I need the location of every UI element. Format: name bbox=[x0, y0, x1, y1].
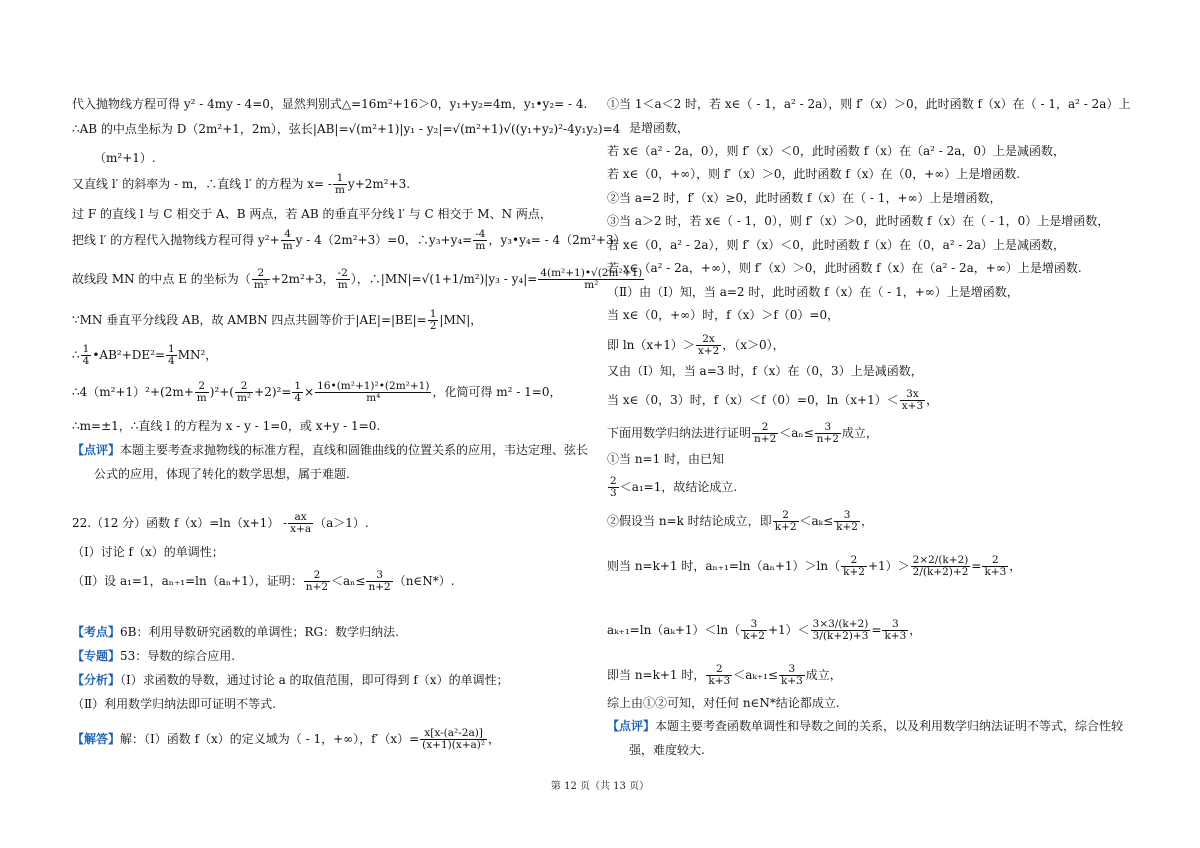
fraction bbox=[815, 422, 841, 445]
fraction-denominator: 2/(k+2)+2 bbox=[912, 566, 969, 578]
fraction-denominator: n+2 bbox=[305, 581, 329, 593]
text-line: 是增函数， bbox=[629, 121, 690, 135]
text-run: ＜a₁=1，故结论成立. bbox=[619, 480, 738, 494]
zhuanti-line bbox=[72, 648, 235, 664]
page-footer: 第 12 页（共 13 页） bbox=[550, 781, 650, 792]
text-run: ＜aₖ₊₁≤ bbox=[733, 668, 778, 682]
fraction-denominator: x+3 bbox=[901, 400, 924, 412]
text-run: 本题主要考查求抛物线的标准方程，直线和圆锥曲线的位置关系的应用，韦达定理、弦长 bbox=[120, 443, 589, 457]
text-run: ＜aₙ≤ bbox=[779, 426, 814, 440]
fraction-numerator: 2 bbox=[195, 381, 209, 393]
text-line: 若 x∈（a² - 2a，0），则 f′（x）＜0，此时函数 f（x）在（a² - 2a，0）上是减函数， bbox=[607, 144, 1066, 158]
text-run: ＜aₙ≤ bbox=[331, 574, 366, 588]
fraction-denominator: m bbox=[475, 240, 486, 252]
text-line: （Ⅱ）由（Ⅰ）知，当 a=2 时，此时函数 f（x）在（ - 1，+∞）上是增函数， bbox=[607, 285, 1019, 299]
text-line: 若 x∈（0，a² - 2a），则 f′（x）＜0，此时函数 f（x）在（0，a² - 2a）上是减函数， bbox=[607, 238, 1066, 252]
text-run: = bbox=[871, 623, 882, 637]
fraction-numerator: -4 bbox=[475, 228, 486, 240]
kaodian-tag: 【考点】 bbox=[72, 625, 121, 639]
text-run: 成立， bbox=[841, 426, 878, 440]
fraction-numerator: 3 bbox=[815, 422, 841, 434]
fraction-numerator: 2x bbox=[696, 334, 721, 346]
fraction-denominator: n+2 bbox=[754, 433, 777, 445]
text-line: （Ⅱ）利用数学归纳法即可证明不等式. bbox=[72, 697, 276, 711]
text-run: 下面用数学归纳法进行证明 bbox=[607, 426, 752, 440]
fraction-numerator: 3 bbox=[366, 570, 392, 582]
text-run: +2)²= bbox=[254, 385, 292, 399]
question-title bbox=[72, 512, 369, 535]
text-run: 则当 n=k+1 时，aₙ₊₁=ln（aₙ+1）＞ln（ bbox=[607, 559, 841, 573]
fraction bbox=[366, 570, 392, 593]
fraction-denominator: k+3 bbox=[884, 630, 907, 642]
text-run: （n∈N*）. bbox=[393, 574, 455, 588]
fraction bbox=[779, 664, 805, 687]
fraction-numerator: 2 bbox=[841, 555, 867, 567]
fraction-numerator: 2 bbox=[252, 268, 270, 280]
fenxi-tag: 【分析】 bbox=[72, 673, 121, 687]
fraction-numerator: 4 bbox=[281, 229, 295, 241]
text-line: （m²+1）. bbox=[94, 151, 156, 165]
fraction-denominator: n+2 bbox=[816, 433, 839, 445]
fraction-denominator: m bbox=[334, 184, 345, 196]
fraction-numerator: 1 bbox=[82, 343, 90, 355]
text-run: ，y₃•y₄= - 4（2m²+3）. bbox=[488, 233, 630, 247]
comment-line bbox=[72, 442, 588, 458]
fraction-numerator: 4(m²+1)•√(2m²+1) bbox=[540, 267, 643, 279]
text-run: 把线 l′ 的方程代入抛物线方程可得 y²+ bbox=[72, 233, 280, 247]
text-line: 公式的应用，体现了转化的数学思想，属于难题. bbox=[94, 467, 350, 481]
text-line: 当 x∈（0，+∞）时，f（x）＞f（0）=0， bbox=[607, 308, 840, 322]
text-run: √(m²+1)|y₁ - y₂|=√(m²+1)√((y₁+y₂)²-4y₁y₂)=4 bbox=[348, 122, 621, 136]
text-run: +1）＞ bbox=[867, 559, 910, 573]
text-run: ∴4（m²+1）²+(2m+ bbox=[72, 385, 194, 399]
text-line bbox=[607, 555, 1021, 578]
kaodian-line bbox=[72, 624, 399, 640]
fraction bbox=[235, 381, 253, 404]
fraction bbox=[773, 510, 799, 533]
fraction-numerator: 1 bbox=[333, 173, 347, 185]
fraction bbox=[333, 173, 347, 196]
fraction-denominator: m bbox=[337, 279, 348, 291]
fraction-denominator: 3/(k+2)+3 bbox=[812, 630, 869, 642]
text-run: 本题主要考查函数单调性和导数之间的关系，以及利用数学归纳法证明不等式，综合性较 bbox=[655, 719, 1124, 733]
fraction bbox=[741, 619, 767, 642]
fraction bbox=[882, 619, 908, 642]
text-line bbox=[607, 389, 938, 412]
fraction-denominator: k+2 bbox=[843, 566, 865, 578]
fraction-numerator: 1 bbox=[168, 343, 175, 355]
fraction-denominator: m² bbox=[584, 279, 599, 291]
text-line: 若 x∈（0，+∞），则 f′（x）＞0，此时函数 f（x）在（0，+∞）上是增函数. bbox=[607, 167, 1021, 181]
text-run: |MN|， bbox=[439, 313, 483, 327]
text-run: ），∴|MN|= bbox=[350, 272, 422, 286]
fraction bbox=[420, 728, 487, 751]
text-run: ∴AB 的中点坐标为 D（2m²+1，2m），弦长|AB|= bbox=[72, 122, 349, 136]
text-run: 6B：利用导数研究函数的单调性；RG：数学归纳法. bbox=[120, 625, 399, 639]
fraction-numerator: 1 bbox=[429, 308, 437, 320]
text-line bbox=[72, 121, 620, 137]
fraction bbox=[166, 344, 177, 367]
text-line: ∴m=±1，∴直线 l 的方程为 x - y - 1=0，或 x+y - 1=0. bbox=[72, 419, 381, 433]
text-run: ， bbox=[909, 623, 922, 637]
text-line: ②当 a=2 时，f′（x）≥0，此时函数 f（x）在（ - 1，+∞）上是增函数， bbox=[607, 191, 1002, 205]
text-line: ①当 n=1 时，由已知 bbox=[607, 452, 725, 466]
text-run: 即 ln（x+1）＞ bbox=[607, 338, 695, 352]
fraction-denominator: x+a bbox=[290, 523, 312, 535]
text-line: 代入抛物线方程可得 y² - 4my - 4=0，显然判别式△=16m²+16＞0，y₁+y₂=4m，y₁•y₂= - 4. bbox=[72, 97, 588, 111]
fraction-numerator: 3 bbox=[741, 619, 767, 631]
fraction bbox=[706, 664, 732, 687]
text-line bbox=[72, 309, 482, 332]
fraction-denominator: k+3 bbox=[984, 566, 1007, 578]
fraction-numerator: 1 bbox=[294, 380, 302, 392]
fraction bbox=[900, 389, 925, 412]
fraction bbox=[428, 309, 439, 332]
fraction bbox=[473, 229, 487, 252]
comment-tag: 【点评】 bbox=[72, 443, 121, 457]
text-run: ，化简可得 m² - 1=0， bbox=[432, 385, 562, 399]
fraction-numerator: 2 bbox=[752, 422, 778, 434]
fraction-denominator: k+2 bbox=[774, 521, 797, 533]
fraction-numerator: 2 bbox=[773, 510, 799, 522]
text-run: ， bbox=[1009, 559, 1022, 573]
text-run: 故线段 MN 的中点 E 的坐标为（ bbox=[72, 272, 251, 286]
fraction-denominator: 4 bbox=[168, 355, 175, 367]
text-run: 解：（Ⅰ）函数 f（x）的定义域为（ - 1，+∞），f′（x）= bbox=[120, 732, 420, 746]
text-line: 若 x∈（a² - 2a，+∞），则 f′（x）＞0，此时函数 f（x）在（a² - 2a，+∞）上是增函数. bbox=[607, 261, 1082, 275]
text-run: （Ⅰ）求函数的导数，通过讨论 a 的取值范围，即可得到 f（x）的单调性； bbox=[120, 673, 509, 687]
fraction-denominator: n+2 bbox=[368, 581, 391, 593]
text-line bbox=[607, 619, 921, 642]
text-run: ②假设当 n=k 时结论成立，即 bbox=[607, 514, 772, 528]
text-run: 即当 n=k+1 时， bbox=[607, 668, 706, 682]
fraction bbox=[288, 512, 313, 535]
text-run: ， bbox=[488, 732, 501, 746]
fraction-numerator: 3x bbox=[900, 389, 925, 401]
text-run: MN²， bbox=[177, 348, 218, 362]
text-line: ③当 a＞2 时，若 x∈（ - 1，0），则 f′（x）＞0，此时函数 f（x）在（ - 1，0）上是增函数， bbox=[607, 214, 1110, 228]
text-line: 强，难度较大. bbox=[629, 743, 705, 757]
fraction-denominator: m bbox=[196, 392, 207, 404]
fraction-denominator: m bbox=[282, 240, 293, 252]
text-run: √(1+1/m²)|y₃ - y₄|= bbox=[421, 272, 538, 286]
text-line bbox=[607, 664, 842, 687]
fraction-denominator: (x+1)(x+a)² bbox=[422, 739, 486, 751]
comment-line bbox=[607, 718, 1123, 734]
fraction-numerator: 2 bbox=[235, 381, 253, 393]
text-run: 当 x∈（0，3）时，f（x）＜f（0）=0，ln（x+1）＜ bbox=[607, 393, 899, 407]
text-run: ＜aₖ≤ bbox=[799, 514, 834, 528]
text-run: ∴ bbox=[72, 348, 80, 362]
fraction bbox=[315, 381, 431, 404]
fraction-denominator: m² bbox=[253, 279, 268, 291]
fraction bbox=[696, 334, 721, 357]
fraction bbox=[195, 381, 209, 404]
fenxi-line bbox=[72, 672, 509, 688]
fraction-numerator: 2 bbox=[706, 664, 732, 676]
text-run: y - 4（2m²+3）=0，∴y₃+y₄= bbox=[295, 233, 473, 247]
text-run: ，（x＞0）， bbox=[722, 338, 785, 352]
fraction bbox=[982, 555, 1008, 578]
fraction-denominator: 3 bbox=[610, 487, 617, 499]
text-run: 53：导数的综合应用. bbox=[120, 649, 236, 663]
fraction bbox=[252, 268, 270, 291]
text-line bbox=[607, 476, 737, 499]
fraction-denominator: k+3 bbox=[708, 675, 731, 687]
fraction-denominator: k+2 bbox=[743, 630, 765, 642]
text-line: 又由（Ⅰ）知，当 a=3 时，f（x）在（0，3）上是减函数， bbox=[607, 364, 923, 378]
text-run: 22.（12 分）函数 f（x）=ln（x+1） - bbox=[72, 516, 288, 530]
text-run: （a＞1）. bbox=[314, 516, 369, 530]
text-run: （Ⅱ）设 a₁=1，aₙ₊₁=ln（aₙ+1），证明： bbox=[72, 574, 303, 588]
text-run: ， bbox=[860, 514, 873, 528]
fraction bbox=[841, 555, 867, 578]
fraction bbox=[81, 344, 92, 367]
fraction bbox=[281, 229, 295, 252]
fraction-denominator: 2 bbox=[429, 320, 437, 332]
fraction-numerator: 2 bbox=[610, 475, 617, 487]
fraction-denominator: m² bbox=[236, 392, 252, 404]
text-line bbox=[72, 381, 561, 404]
text-line bbox=[72, 229, 629, 252]
text-run: = bbox=[971, 559, 982, 573]
fraction-denominator: 4 bbox=[82, 355, 90, 367]
fraction-numerator: 3 bbox=[834, 510, 860, 522]
fraction bbox=[752, 422, 778, 445]
text-line bbox=[607, 334, 785, 357]
fraction-denominator: k+3 bbox=[780, 675, 803, 687]
text-line bbox=[72, 344, 217, 367]
fraction-numerator: 2 bbox=[304, 570, 330, 582]
fraction-denominator: 4 bbox=[294, 392, 302, 404]
text-line: 综上由①②可知，对任何 n∈N*结论都成立. bbox=[607, 696, 840, 710]
fraction-denominator: k+2 bbox=[836, 521, 858, 533]
fraction bbox=[834, 510, 860, 533]
text-line bbox=[72, 570, 455, 593]
text-run: y+2m²+3. bbox=[347, 177, 411, 191]
fraction bbox=[336, 268, 350, 291]
fraction-denominator: m⁴ bbox=[366, 392, 381, 404]
fraction bbox=[304, 570, 330, 593]
fraction bbox=[608, 476, 619, 499]
text-run: ∵MN 垂直平分线段 AB，故 AMBN 四点共圆等价于|AE|=|BE|= bbox=[72, 313, 427, 327]
text-run: )²+( bbox=[209, 385, 234, 399]
text-line: ①当 1＜a＜2 时，若 x∈（ - 1，a² - 2a），则 f′（x）＞0，此时函数 f（x）在（ - 1，a² - 2a）上 bbox=[607, 97, 1131, 111]
text-run: × bbox=[304, 385, 315, 399]
text-run: aₖ₊₁=ln（aₖ+1）＜ln（ bbox=[607, 623, 741, 637]
fraction-numerator: 3 bbox=[779, 664, 805, 676]
fraction-numerator: ax bbox=[288, 512, 313, 524]
text-run: +1）＜ bbox=[767, 623, 810, 637]
fraction-numerator: 2×2/(k+2) bbox=[912, 554, 969, 566]
text-line bbox=[72, 268, 645, 291]
fraction bbox=[292, 381, 303, 404]
fraction-numerator: -2 bbox=[337, 267, 348, 279]
fraction-numerator: 16•(m²+1)²•(2m²+1) bbox=[317, 380, 430, 392]
text-run: 成立， bbox=[805, 668, 842, 682]
zhuanti-tag: 【专题】 bbox=[72, 649, 121, 663]
text-line: （Ⅰ）讨论 f（x）的单调性； bbox=[72, 545, 224, 559]
fraction-numerator: 2 bbox=[982, 555, 1008, 567]
text-line bbox=[607, 510, 873, 533]
text-run: ， bbox=[926, 393, 939, 407]
text-run: 又直线 l′ 的斜率为 - m，∴直线 l′ 的方程为 x= - bbox=[72, 177, 332, 191]
text-line bbox=[607, 422, 878, 445]
jieda-line bbox=[72, 728, 500, 751]
fraction-numerator: x[x-(a²-2a)] bbox=[420, 728, 487, 740]
text-line bbox=[72, 173, 410, 196]
text-run: +2m²+3， bbox=[270, 272, 335, 286]
fraction-denominator: x+2 bbox=[697, 345, 720, 357]
fraction bbox=[911, 555, 971, 578]
text-line: 过 F 的直线 l 与 C 相交于 A、B 两点，若 AB 的垂直平分线 l′ 与 C 相交于 M、N 两点， bbox=[72, 207, 552, 221]
text-run: •AB²+DE²= bbox=[92, 348, 166, 362]
fraction-numerator: 3×3/(k+2) bbox=[812, 618, 869, 630]
fraction-numerator: 3 bbox=[882, 619, 908, 631]
fraction bbox=[811, 619, 871, 642]
comment-tag: 【点评】 bbox=[607, 719, 656, 733]
jieda-tag: 【解答】 bbox=[72, 732, 121, 746]
